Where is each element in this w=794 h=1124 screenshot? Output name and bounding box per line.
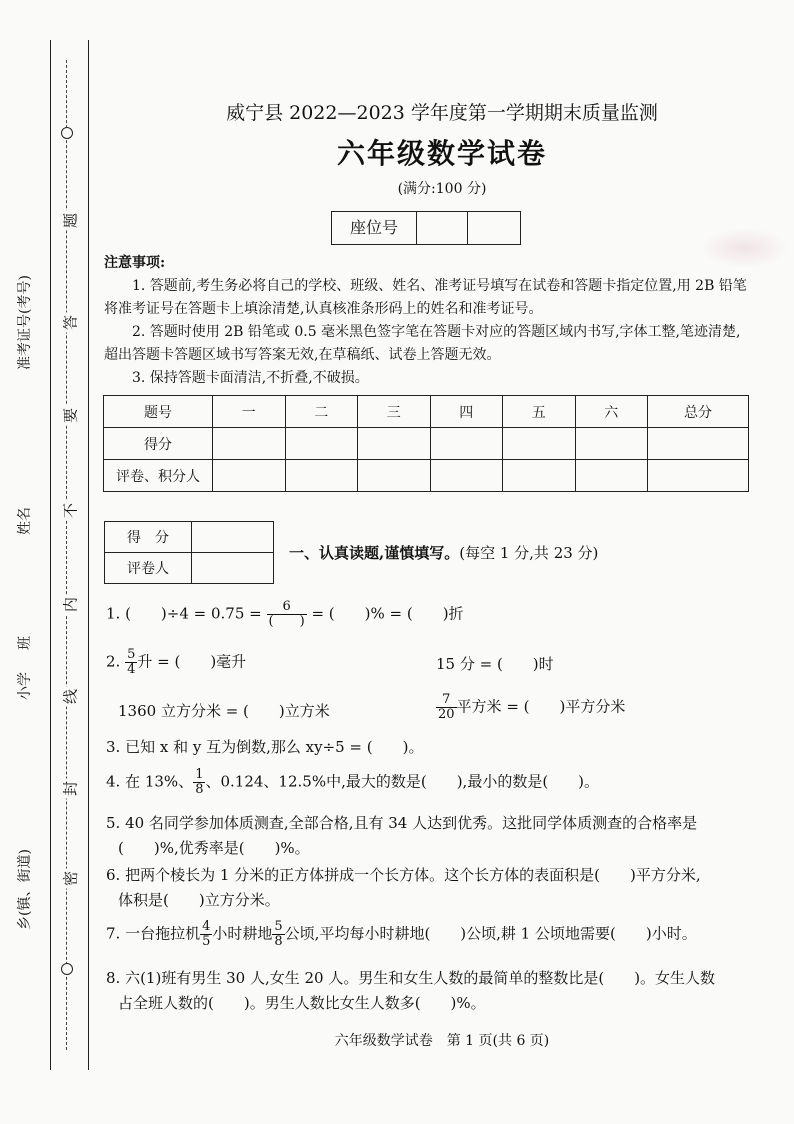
question-text: 3. 已知 x 和 y 互为倒数,那么 xy÷5 = ( )。 (106, 738, 424, 756)
full-marks: (满分:100 分) (397, 181, 487, 197)
question-number: 2. (106, 652, 121, 671)
field-school[interactable] (14, 672, 34, 700)
denominator: ( ) (268, 614, 305, 629)
fraction (125, 648, 137, 677)
table-header-cell: 总分 (648, 396, 749, 428)
binding-circle (61, 963, 73, 975)
fraction (272, 920, 284, 949)
seal-char: 要 (60, 406, 81, 426)
score-table (103, 395, 749, 492)
note-item: 2. 答题时使用 2B 铅笔或 0.5 毫米黑色签字笔在答题卡对应的答题区域内书写,字体工整,笔迹清楚,超出答题卡答题区域书写答案无效,在草稿纸、试卷上答题无效。 (104, 324, 741, 363)
row-label: 得分 (104, 428, 213, 460)
question-text: 1360 立方分米 = ( )立方米 (118, 702, 330, 720)
question-5a (106, 812, 697, 833)
page-footer: 六年级数学试卷 第 1 页(共 6 页) (334, 1033, 550, 1049)
question-text: 8. 六(1)班有男生 30 人,女生 20 人。男生和女生人数的最简单的整数比是( )。女生人数 (106, 969, 716, 987)
seat-cell[interactable] (417, 212, 468, 244)
question-7 (106, 920, 697, 949)
question-6a (106, 864, 701, 885)
row-label: 得 分 (105, 522, 192, 553)
numerator: 5 (274, 919, 283, 934)
table-header-cell: 题号 (104, 396, 213, 428)
denominator: 4 (127, 662, 136, 677)
note-item: 3. 保持答题卡面清洁,不折叠,不破损。 (132, 370, 369, 386)
field-town[interactable] (14, 849, 34, 930)
field-exam-number[interactable] (14, 275, 34, 370)
numerator: 7 (436, 693, 457, 708)
score-cell[interactable] (503, 460, 576, 492)
score-cell[interactable] (213, 428, 286, 460)
table-header-cell: 四 (430, 396, 503, 428)
table-row (104, 460, 749, 492)
binding-circle (61, 127, 73, 139)
question-text: 7. 一台拖拉机 (106, 924, 201, 943)
numerator: 4 (202, 919, 211, 934)
table-row (105, 522, 274, 553)
table-header-cell: 六 (575, 396, 648, 428)
score-cell[interactable] (648, 460, 749, 492)
table-row (104, 396, 749, 428)
field-label: 班 (17, 636, 33, 650)
question-text: 体积是( )立方分米。 (118, 891, 280, 909)
exam-title: 六年级数学试卷 (336, 137, 547, 170)
question-text: 5. 40 名同学参加体质测查,全部合格,且有 34 人达到优秀。这批同学体质测查的合格率是 (106, 814, 698, 832)
seal-char: 不 (60, 501, 81, 521)
question-text: ( )%,优秀率是( )%。 (118, 839, 310, 857)
question-8a (106, 967, 715, 988)
binding-line (88, 40, 89, 1070)
binding-line (50, 40, 51, 1070)
score-cell[interactable] (192, 522, 274, 553)
section-title-text: 一、认真读题,谨慎填写。 (289, 544, 460, 562)
section-score-box (104, 521, 274, 584)
exam-title-line: 威宁县 2022—2023 学年度第一学期期末质量监测 (226, 102, 658, 124)
score-cell[interactable] (503, 428, 576, 460)
field-label: 小学 (17, 672, 33, 700)
question-4 (106, 768, 599, 797)
field-label: 姓名 (17, 507, 33, 535)
binding-dashed-line (66, 60, 67, 1050)
field-label: 乡(镇、街道) (17, 849, 33, 930)
question-text: 、0.124、12.5%中,最大的数是( ),最小的数是( )。 (205, 772, 600, 791)
field-name[interactable] (14, 507, 34, 535)
table-row (105, 553, 274, 584)
question-5b (118, 837, 310, 858)
seal-char: 密 (60, 869, 81, 889)
note-item: 1. 答题前,考生务必将自己的学校、班级、姓名、准考证号填写在试卷和答题卡指定位置,用 2B 铅笔将准考证号在答题卡上填涂清楚,认真核准条形码上的姓名和准考证号。 (104, 278, 747, 317)
score-cell[interactable] (430, 460, 503, 492)
seal-char: 内 (60, 595, 81, 615)
seat-label: 座位号 (332, 212, 417, 244)
question-text: 占全班人数的( )。男生人数比女生人数多( )%。 (118, 994, 486, 1012)
question-text: 平方米 = ( )平方分米 (456, 697, 626, 716)
question-text: 小时耕地 (212, 924, 273, 943)
numerator: 6 (267, 600, 307, 615)
numerator: 5 (127, 647, 136, 662)
row-label: 评卷、积分人 (104, 460, 213, 492)
seal-char: 题 (60, 211, 81, 231)
section-note: (每空 1 分,共 23 分) (459, 544, 599, 562)
score-cell[interactable] (575, 460, 648, 492)
notes (104, 252, 754, 390)
question-text: 1. ( )÷4 = 0.75 = (106, 604, 262, 623)
denominator: 20 (438, 707, 455, 722)
question-6b (118, 889, 280, 910)
fraction (436, 693, 457, 722)
question-2a (106, 648, 246, 677)
score-cell[interactable] (358, 460, 431, 492)
seal-char: 封 (60, 779, 81, 799)
fraction (267, 600, 307, 629)
question-text: 4. 在 13%、 (106, 772, 194, 791)
question-text: 公顷,平均每小时耕地( )公顷,耕 1 公顷地需要( )小时。 (284, 924, 697, 943)
question-3 (106, 736, 423, 757)
question-8b (118, 992, 486, 1013)
question-2d (436, 693, 625, 722)
numerator: 1 (195, 767, 204, 782)
score-cell[interactable] (285, 460, 358, 492)
section-title (289, 542, 598, 563)
question-2c (118, 700, 330, 721)
question-1 (106, 600, 464, 629)
question-text: = ( )% = ( )折 (311, 604, 464, 623)
table-header-cell: 三 (358, 396, 431, 428)
score-cell[interactable] (648, 428, 749, 460)
seat-number-box (331, 211, 521, 245)
score-cell[interactable] (575, 428, 648, 460)
field-class[interactable] (14, 636, 34, 650)
seal-char: 答 (60, 313, 81, 333)
binding-margin (0, 0, 100, 1124)
notes-heading: 注意事项: (104, 255, 166, 271)
score-cell[interactable] (358, 428, 431, 460)
row-label: 评卷人 (105, 553, 192, 584)
field-label: 准考证号(考号) (17, 275, 33, 370)
denominator: 8 (195, 782, 204, 797)
question-text: 升 = ( )毫升 (137, 652, 247, 671)
table-header-cell: 二 (285, 396, 358, 428)
score-cell[interactable] (285, 428, 358, 460)
question-text: 6. 把两个棱长为 1 分米的正方体拼成一个长方体。这个长方体的表面积是( )平方分米, (106, 866, 701, 884)
score-cell[interactable] (192, 553, 274, 584)
fraction (193, 768, 205, 797)
seat-cell[interactable] (468, 212, 518, 244)
seal-char: 线 (60, 687, 81, 707)
score-cell[interactable] (213, 460, 286, 492)
score-cell[interactable] (430, 428, 503, 460)
question-text: 15 分 = ( )时 (436, 655, 554, 673)
table-header-cell: 五 (503, 396, 576, 428)
denominator: 5 (202, 934, 211, 949)
table-header-cell: 一 (213, 396, 286, 428)
table-row (104, 428, 749, 460)
fraction (200, 920, 212, 949)
question-2b (436, 653, 554, 674)
denominator: 8 (274, 934, 283, 949)
